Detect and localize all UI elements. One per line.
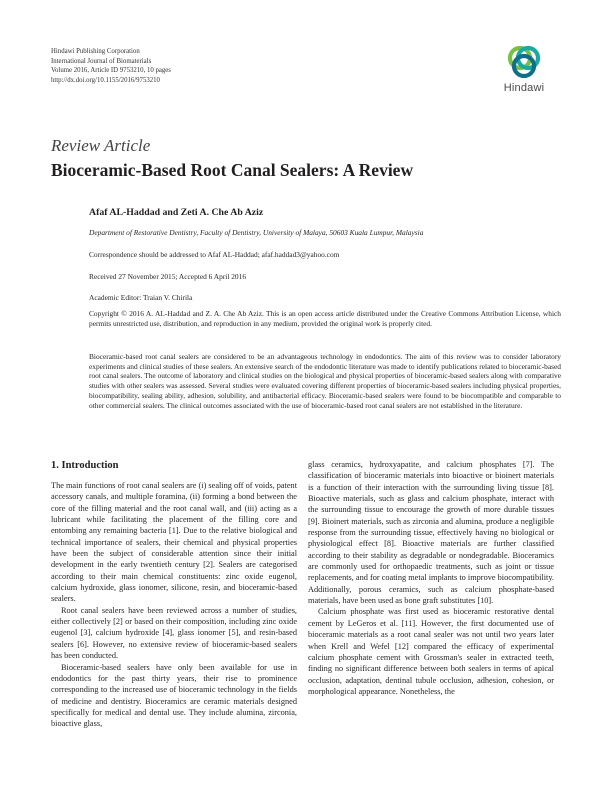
body-paragraph: Bioceramic-based sealers have only been available for use in endodontics for the past thirty years, their rise to prominence corresponding to the increased use of bioceramic technology in the fields of medicine and dentistry. Bioceramics are ceramic materials designed specifically for medical and dental use. They include alumina, zirconia, bioactive glass, [51, 662, 297, 729]
correspondence-note: Correspondence should be addressed to Afaf AL-Haddad; afaf.haddad3@yahoo.com [89, 250, 340, 259]
abstract-text: Bioceramic-based root canal sealers are considered to be an advantageous technology in endodontics. The aim of this review was to consider laboratory experiments and clinical studies of these sealers. An extensive search of the endodontic literature was made to identify publications related to bioceramic-based root canal sealers. The outcome of laboratory and clinical studies on the biological and physical properties of bioceramic-based sealers along with comparative studies with other sealers was assessed. Several studies were evaluated covering different properties of bioceramic-based sealers including physical properties, biocompatibility, sealing ability, adhesion, solubility, and antibacterial efficacy. Bioceramic-based sealers were found to be biocompatible and comparable to other commercial sealers. The clinical outcomes associated with the use of bioceramic-based root canal sealers are not established in the literature. [89, 352, 561, 410]
publisher-name: Hindawi Publishing Corporation [51, 48, 140, 55]
body-paragraph: glass ceramics, hydroxyapatite, and calcium phosphates [7]. The classification of bioceramic materials into bioactive or bioinert materials is a function of their interaction with the surrounding living tissue [8]. Bioactive materials, such as glass and calcium phosphate, interact with the surrounding tissue to encourage the growth of more durable tissues [9]. Bioinert materials, such as zirconia and alumina, produce a negligible response from the surrounding tissue, effectively having no biological or physiological effect [8]. Bioactive materials are further classified according to their stability as degradable or nondegradable. Bioceramics are commonly used for orthopaedic treatments, such as joint or tissue replacements, and for coating metal implants to improve biocompatibility. Additionally, porous ceramics, such as calcium phosphate-based materials, have been used as bone graft substitutes [10]. [308, 460, 554, 606]
body-paragraph: Root canal sealers have been reviewed across a number of studies, either collectively [2] or based on their composition, including zinc oxide eugenol [3], calcium hydroxide [4], glass ionomer [5], and resin-based sealers [6]. However, no extensive review of bioceramic-based sealers has been conducted. [51, 605, 297, 661]
body-paragraph: Calcium phosphate was first used as bioceramic restorative dental cement by LeGeros et al. [11]. However, the first documented use of bioceramic materials as a root canal sealer was not until two years later when Krell and Wefel [12] compared the efficacy of experimental calcium phosphate cement with Grossman's sealer in extracted teeth, finding no significant difference between both sealers in terms of apical occlusion, adaptation, dentinal tubule occlusion, adhesion, cohesion, or morphological appearance. Nonetheless, the [308, 607, 554, 696]
article-title: Bioceramic-Based Root Canal Sealers: A Review [51, 160, 414, 180]
publication-info [51, 47, 171, 85]
article-type: Review Article [51, 136, 151, 155]
hindawi-logo [496, 43, 552, 94]
received-accepted-dates: Received 27 November 2015; Accepted 6 April 2016 [89, 272, 247, 281]
author-affiliation: Department of Restorative Dentistry, Faculty of Dentistry, University of Malaya, 50603 Kuala Lumpur, Malaysia [89, 228, 424, 237]
doi-link[interactable]: http://dx.doi.org/10.1155/2016/9753210 [51, 76, 160, 84]
journal-name: International Journal of Biomaterials [51, 57, 152, 65]
academic-editor: Academic Editor: Traian V. Chirila [89, 293, 193, 302]
volume-info: Volume 2016, Article ID 9753210, 10 pages [51, 67, 171, 75]
section-heading-introduction: 1. Introduction [51, 460, 119, 471]
copyright-notice: Copyright © 2016 A. AL-Haddad and Z. A. Che Ab Aziz. This is an open access article distributed under the Creative Commons Attribution License, which permits unrestricted use, distribution, and reproduction in any medium, provided the original work is properly cited. [89, 309, 561, 329]
logo-wordmark: Hindawi [503, 82, 545, 94]
body-column-right [308, 459, 554, 697]
body-column-left [51, 459, 297, 730]
hindawi-logo-icon [505, 43, 543, 81]
author-list: Afaf AL-Haddad and Zeti A. Che Ab Aziz [89, 207, 264, 218]
body-paragraph: The main functions of root canal sealers are (i) sealing off of voids, patent accessory canals, and multiple foramina, (ii) forming a bond between the core of the filling material and the root canal wall, and (iii) acting as a lubricant while facilitating the placement of the filling core and entombing any remaining bacteria [1]. Due to the relative biological and technical importance of sealers, their chemical and physical properties have been the subject of considerable attention since their initial development in the early twentieth century [2]. Sealers are categorised according to their main chemical constituents: zinc oxide eugenol, calcium hydroxide, glass ionomer, silicone, resin, and bioceramic-based sealers. [51, 481, 297, 604]
